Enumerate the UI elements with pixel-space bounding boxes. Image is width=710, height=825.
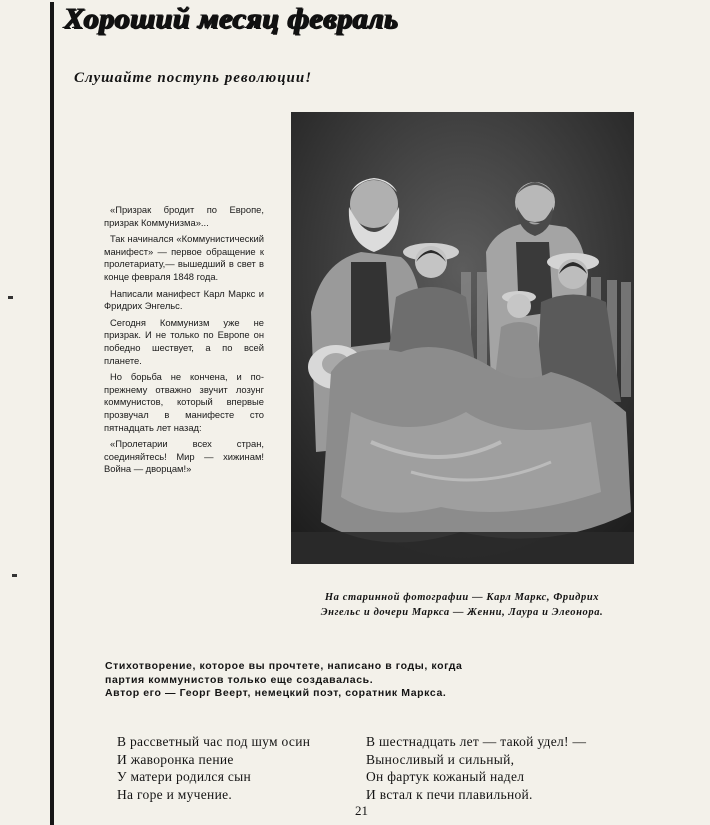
article-paragraph: Сегодня Коммунизм уже не призрак. И не только по Европе он победно шествует, а по всей планете. (104, 316, 264, 366)
photo-illustration (291, 112, 634, 564)
poem-introduction (105, 660, 555, 701)
article-paragraph: Так начинался «Коммунистический манифест» — первое обращение к пролетариату,— вышедший в свет в конце февраля 1848 года. (104, 233, 264, 282)
intro-line: Автор его — Георг Веерт, немецкий поэт, соратник Маркса. (105, 687, 447, 700)
article-text (104, 204, 264, 480)
poem-stanza-right (366, 733, 586, 803)
poem-line: На горе и мучение. (117, 786, 233, 802)
photo-caption: На старинной фотографии — Карл Маркс, Фридрих Энгельс и дочери Маркса — Женни, Лаура и Элеонора. (320, 592, 604, 618)
poem-line: И встал к печи плавильной. (366, 786, 533, 802)
poem-line: И жаворонка пение (117, 751, 234, 767)
margin-mark (8, 296, 13, 299)
poem-line: В шестнадцать лет — такой удел! — (366, 734, 587, 749)
intro-line: партия коммунистов только еще создавалась. (105, 673, 374, 686)
margin-mark (12, 574, 17, 577)
page-title: Хороший месяц февраль (64, 2, 399, 35)
article-paragraph: «Призрак бродит по Европе, призрак Коммунизма»... (104, 204, 264, 228)
poem-line: Выносливый и сильный, (366, 751, 515, 767)
page-subtitle: Слушайте поступь революции! (74, 70, 313, 86)
article-paragraph: Но борьба не кончена, и по-прежнему отважно звучит лозунг коммунистов, который впервые прозвучал в манифесте сто пятнадцать лет назад: (104, 371, 264, 433)
vertical-rule (50, 2, 54, 825)
poem-stanza-left (117, 733, 310, 803)
page-number: 21 (355, 803, 368, 818)
article-paragraph: «Пролетарии всех стран, соединяйтесь! Мир — хижинам! Война — дворцам!» (104, 438, 264, 475)
article-paragraph: Написали манифест Карл Маркс и Фридрих Энгельс. (104, 287, 264, 312)
poem-line: В рассветный час под шум осин (117, 734, 311, 749)
historical-photo (291, 112, 634, 564)
intro-line: Стихотворение, которое вы прочтете, написано в годы, когда (105, 660, 463, 672)
poem-line: У матери родился сын (117, 769, 252, 784)
poem-line: Он фартук кожаный надел (366, 769, 525, 784)
